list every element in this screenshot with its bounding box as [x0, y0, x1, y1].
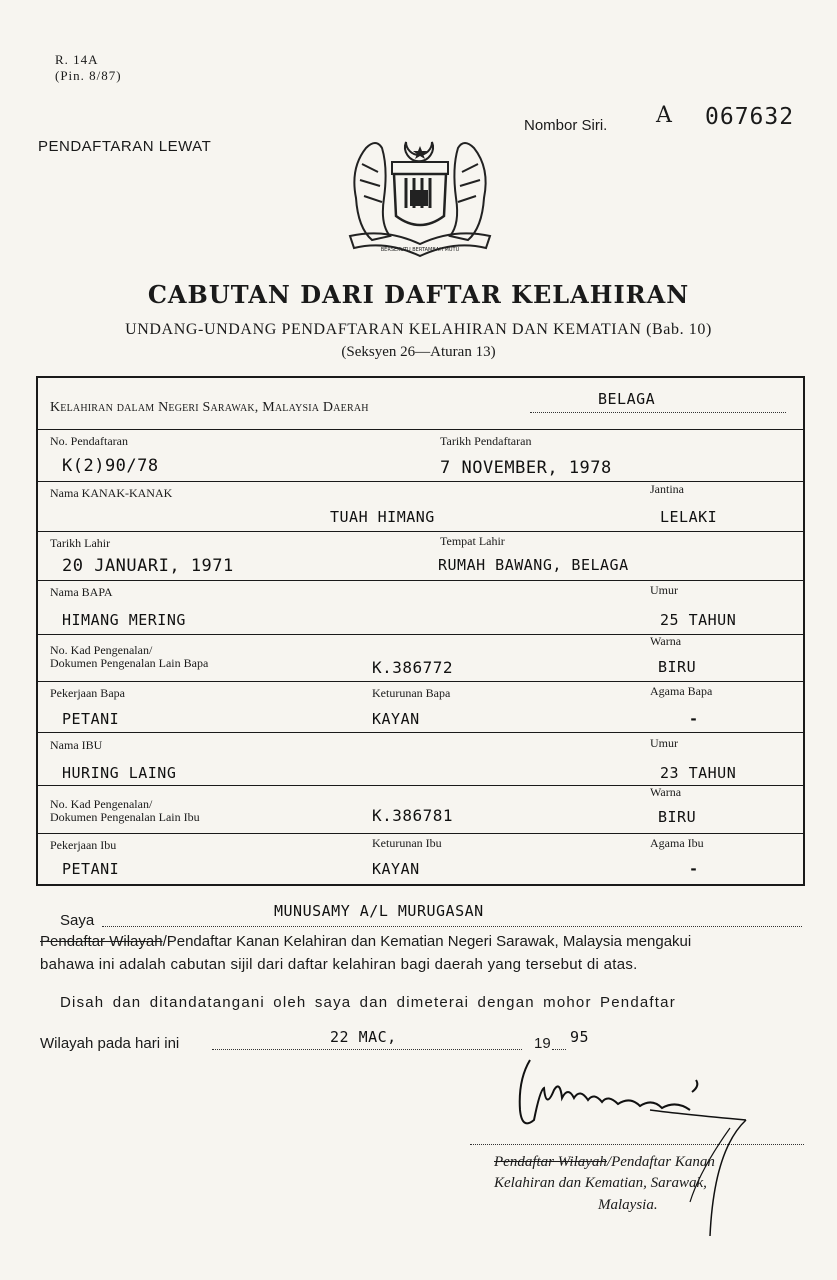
father-race-label: Keturunan Bapa [372, 686, 451, 700]
birth-date-label: Tarikh Lahir [50, 536, 111, 550]
father-name-label: Nama BAPA [50, 585, 113, 599]
registrar-dotted-line [102, 926, 802, 927]
registrar-name: MUNUSAMY A/L MURUGASAN [274, 902, 484, 920]
mother-age-value: 23 TAHUN [660, 764, 737, 782]
signature-dotted-line [470, 1144, 804, 1145]
serial-prefix: A [656, 103, 672, 128]
reg-no-label: No. Pendaftaran [50, 434, 128, 448]
gender-label: Jantina [650, 482, 684, 496]
father-religion-value: - [689, 710, 699, 728]
father-job-value: PETANI [62, 710, 120, 728]
father-ic-label: No. Kad Pengenalan/ Dokumen Pengenalan Lain Bapa [50, 643, 209, 670]
reg-no-value: K(2)90/78 [62, 456, 159, 476]
father-ic-value: K.386772 [372, 658, 454, 677]
mother-job-value: PETANI [62, 860, 120, 878]
district-value: BELAGA [598, 390, 656, 408]
section-ref: (Seksyen 26—Aturan 13) [341, 344, 496, 360]
gender-value: LELAKI [660, 508, 718, 526]
serial-label: Nombor Siri. [524, 117, 608, 134]
birth-place-value: RUMAH BAWANG, BELAGA [438, 556, 629, 574]
district-dotted-line [530, 412, 786, 413]
subtitle: UNDANG-UNDANG PENDAFTARAN KELAHIRAN DAN KEMATIAN (Bab. 10) [125, 321, 712, 338]
date-value: 22 MAC, [330, 1028, 397, 1046]
father-age-label: Umur [650, 583, 678, 597]
declaration-line2: bahawa ini adalah cabutan sijil dari daftar kelahiran bagi daerah yang tersebut di atas. [40, 956, 638, 973]
father-color-label: Warna [650, 634, 682, 648]
father-age-value: 25 TAHUN [660, 611, 737, 629]
birth-register-form [36, 376, 805, 886]
signature-title-line2: Kelahiran dan Kematian, Sarawak, [494, 1175, 707, 1191]
mother-religion-value: - [689, 860, 699, 878]
mother-color-value: BIRU [658, 808, 697, 826]
emblem-motto: BERSEKUTU BERTAMBAH MUTU [380, 247, 460, 253]
father-job-label: Pekerjaan Bapa [50, 686, 125, 700]
reg-date-value: 7 NOVEMBER, 1978 [440, 458, 612, 478]
late-registration-label: PENDAFTARAN LEWAT [38, 138, 212, 155]
father-race-value: KAYAN [372, 710, 420, 728]
birth-date-value: 20 JANUARI, 1971 [62, 556, 234, 576]
declaration-line3: Disah dan ditandatangani oleh saya dan dimeterai dengan mohor Pendaftar [60, 994, 676, 1011]
mother-name-label: Nama IBU [50, 738, 103, 752]
date-dotted-line [212, 1049, 522, 1050]
mother-race-value: KAYAN [372, 860, 420, 878]
mother-ic-value: K.386781 [372, 806, 454, 825]
mother-race-label: Keturunan Ibu [372, 836, 442, 850]
father-name-value: HIMANG MERING [62, 611, 186, 629]
year-suffix: 95 [570, 1028, 590, 1046]
mother-name-value: HURING LAING [62, 764, 177, 782]
signature-title-line1: Pendaftar Wilayah/Pendaftar Kanan [494, 1154, 715, 1170]
year-prefix: 19 [534, 1035, 551, 1052]
page-title: CABUTAN DARI DAFTAR KELAHIRAN [147, 280, 690, 309]
coat-of-arms-icon [336, 128, 504, 268]
father-religion-label: Agama Bapa [650, 684, 713, 698]
reg-date-label: Tarikh Pendaftaran [440, 434, 532, 448]
mother-religion-label: Agama Ibu [650, 836, 704, 850]
signature-title-line3: Malaysia. [598, 1197, 658, 1213]
district-label: Kelahiran dalam Negeri Sarawak, Malaysia Daerah [50, 400, 369, 415]
mother-job-label: Pekerjaan Ibu [50, 838, 117, 852]
declaration-saya: Saya [60, 912, 95, 929]
declaration-line1: Pendaftar Wilayah/Pendaftar Kanan Kelahiran dan Kematian Negeri Sarawak, Malaysia mengakui [40, 933, 692, 950]
mother-age-label: Umur [650, 736, 678, 750]
father-color-value: BIRU [658, 658, 697, 676]
birth-place-label: Tempat Lahir [440, 534, 505, 548]
date-label: Wilayah pada hari ini [40, 1035, 180, 1052]
mother-ic-label: No. Kad Pengenalan/ Dokumen Pengenalan Lain Ibu [50, 797, 200, 824]
child-name-value: TUAH HIMANG [330, 508, 435, 526]
mother-color-label: Warna [650, 785, 682, 799]
child-name-label: Nama KANAK-KANAK [50, 486, 173, 500]
form-code: R. 14A (Pin. 8/87) [55, 52, 122, 83]
serial-number: 067632 [705, 104, 795, 130]
